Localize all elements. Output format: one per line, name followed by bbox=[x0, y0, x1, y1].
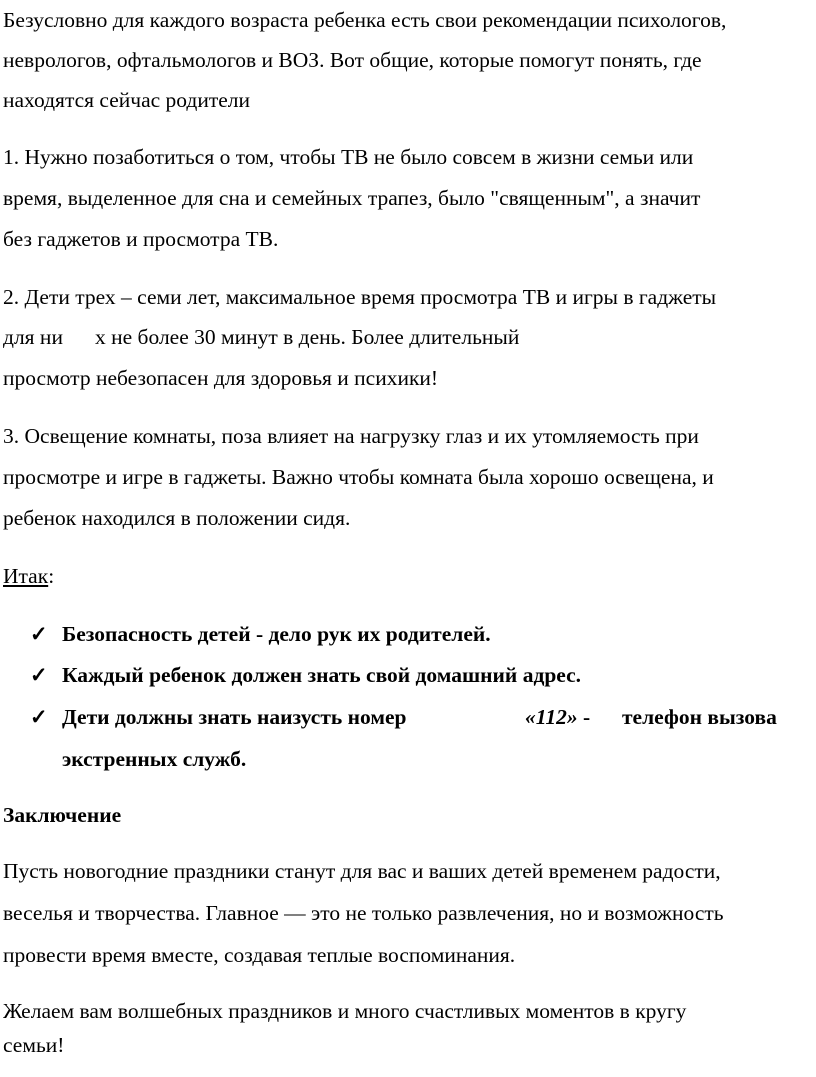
point-2-line-2a: для ни bbox=[3, 325, 63, 349]
point-1-line-2: время, выделенное для сна и семейных трапез, было "священным", а значит bbox=[3, 186, 701, 210]
point-1-line-1: 1. Нужно позаботиться о том, чтобы ТВ не было совсем в жизни семьи или bbox=[3, 145, 694, 169]
bullet-item-3-number bbox=[525, 703, 590, 731]
point-3-line-2: просмотре и игре в гаджеты. Важно чтобы комната была хорошо освещена, и bbox=[3, 465, 714, 489]
summary-label-line bbox=[3, 562, 54, 590]
point-3-line-1: 3. Освещение комнаты, поза влияет на нагрузку глаз и их утомляемость при bbox=[3, 424, 699, 448]
conclusion-p1-line-3: провести время вместе, создавая теплые воспоминания. bbox=[3, 943, 516, 967]
intro-line-2: неврологов, офтальмологов и ВОЗ. Вот общие, которые помогут понять, где bbox=[3, 48, 702, 72]
intro-line-1: Безусловно для каждого возраста ребенка есть свои рекомендации психологов, bbox=[3, 8, 727, 32]
emergency-number: «112» bbox=[525, 705, 578, 729]
summary-label: Итак bbox=[3, 564, 49, 588]
bullet-item-2: Каждый ребенок должен знать свой домашний адрес. bbox=[62, 663, 582, 687]
conclusion-p1-line-1: Пусть новогодние праздники станут для вас и ваших детей временем радости, bbox=[3, 859, 721, 883]
conclusion-p2-line-1: Желаем вам волшебных праздников и много счастливых моментов в кругу bbox=[3, 999, 687, 1023]
bullet-item-3e: экстренных служб. bbox=[62, 747, 247, 771]
point-2-line-1: 2. Дети трех – семи лет, максимальное время просмотра ТВ и игры в гаджеты bbox=[3, 285, 717, 309]
intro-line-3: находятся сейчас родители bbox=[3, 88, 251, 112]
checkmark-icon: ✓ bbox=[30, 622, 48, 646]
conclusion-p2-line-2: семьи! bbox=[3, 1033, 65, 1057]
bullet-item-3d: телефон вызова bbox=[622, 705, 777, 729]
point-2-line-3: просмотр небезопасен для здоровья и психики! bbox=[3, 366, 439, 390]
conclusion-heading: Заключение bbox=[3, 803, 122, 827]
conclusion-p1-line-2: веселья и творчества. Главное — это не только развлечения, но и возможность bbox=[3, 901, 724, 925]
point-3-line-3: ребенок находился в положении сидя. bbox=[3, 506, 351, 530]
summary-colon: : bbox=[48, 564, 55, 588]
checkmark-icon: ✓ bbox=[30, 663, 48, 687]
bullet-item-3a: Дети должны знать наизусть номер bbox=[62, 705, 407, 729]
point-1-line-3: без гаджетов и просмотра ТВ. bbox=[3, 227, 279, 251]
point-2-line-2b: х не более 30 минут в день. Более длительный bbox=[95, 325, 520, 349]
bullet-item-3-dash: - bbox=[577, 705, 591, 729]
bullet-item-1: Безопасность детей - дело рук их родителей. bbox=[62, 622, 491, 646]
checkmark-icon: ✓ bbox=[30, 705, 48, 729]
